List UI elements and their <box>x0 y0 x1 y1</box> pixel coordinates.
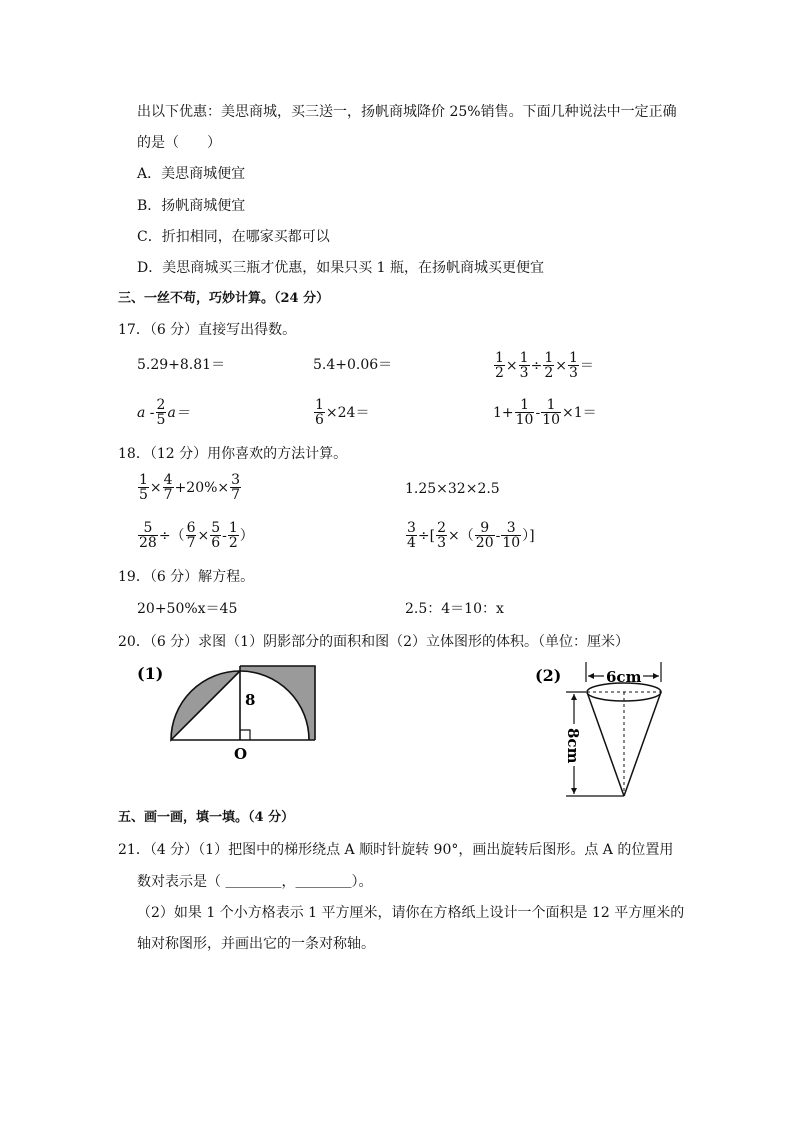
fraction: $\frac{3}{7}$ <box>231 472 241 503</box>
figure-2-height-label: 8cm <box>564 728 582 764</box>
fraction: $\frac{1}{10}$ <box>515 397 534 428</box>
q17-heading: 17．（6 分）直接写出得数。 <box>118 322 297 338</box>
cone-side-left <box>587 692 624 796</box>
fraction: $\frac{9}{20}$ <box>475 520 494 551</box>
q17-expr4: a - $\frac{2}{5}$ a＝ <box>137 397 190 428</box>
figure-1-center-label: O <box>234 745 248 763</box>
cone-side-right <box>624 692 661 796</box>
fraction: $\frac{3}{10}$ <box>502 520 521 551</box>
fraction: $\frac{4}{7}$ <box>163 472 173 503</box>
q21-line4: 轴对称图形，并画出它的一条对称轴。 <box>137 936 375 952</box>
q18-expr1: $\frac{1}{5}$ × $\frac{4}{7}$ +20%× $\frac{3}{7}$ <box>139 472 241 503</box>
fraction: $\frac{1}{10}$ <box>542 397 561 428</box>
section3-title: 三、一丝不苟，巧妙计算。（24 分） <box>118 291 330 306</box>
q21-line1: 21．（4 分）（1）把图中的梯形绕点 A 顺时针旋转 90°，画出旋转后图形。点 A 的位置用 <box>118 842 674 858</box>
q16-option-c: C．折扣相同，在哪家买都可以 <box>137 229 330 245</box>
q16-line1: 出以下优惠：美思商城，买三送一，扬帆商城降价 25%销售。下面几种说法中一定正确 <box>137 104 677 120</box>
fraction: $\frac{1}{3}$ <box>568 350 578 381</box>
q21-line2: 数对表示是（ ＿＿＿＿，＿＿＿＿）。 <box>137 874 373 890</box>
q21-line3: （2）如果 1 个小方格表示 1 平方厘米，请你在方格纸上设计一个面积是 12 平方厘米的 <box>137 905 685 921</box>
q18-expr4: $\frac{3}{4}$ ÷[ $\frac{2}{3}$ ×（ $\frac{9}{20}$ - $\frac{3}{10}$ ）] <box>407 520 535 551</box>
fraction: $\frac{5}{28}$ <box>139 520 157 551</box>
fraction: $\frac{6}{7}$ <box>186 520 196 551</box>
arrow-down-icon <box>571 788 577 794</box>
q19-equation1: 20+50%x＝45 <box>137 601 238 617</box>
fraction: $\frac{2}{5}$ <box>156 397 166 428</box>
q17-expr5: $\frac{1}{6}$ ×24＝ <box>315 397 370 428</box>
q18-heading: 18．（12 分）用你喜欢的方法计算。 <box>118 446 348 462</box>
figure-1-label: (1) <box>137 664 164 683</box>
q16-option-b: B．扬帆商城便宜 <box>137 198 246 214</box>
fraction: $\frac{1}{5}$ <box>139 472 148 503</box>
q18-expr3: $\frac{5}{28}$ ÷（ $\frac{6}{7}$ × $\frac{5}{6}$ - $\frac{1}{2}$ ） <box>139 520 254 551</box>
figure-1-semicircle <box>125 655 335 790</box>
shaded-segment-left <box>171 671 240 740</box>
figure-1-height-label: 8 <box>245 691 256 709</box>
q20-heading: 20．（6 分）求图（1）阴影部分的面积和图（2）立体图形的体积。（单位：厘米） <box>118 634 629 650</box>
q19-heading: 19．（6 分）解方程。 <box>118 569 255 585</box>
fraction: $\frac{3}{4}$ <box>407 520 416 551</box>
figure-2-label: (2) <box>535 666 562 685</box>
q17-expr3: $\frac{1}{2}$ × $\frac{1}{3}$ ÷ $\frac{1}{2}$ × $\frac{1}{3}$ ＝ <box>495 350 594 381</box>
arrow-right-icon <box>653 673 659 679</box>
q19-equation2: 2.5：4＝10：x <box>405 601 504 617</box>
q16-option-a: A．美思商城便宜 <box>137 166 246 182</box>
q17-expr6: 1+ $\frac{1}{10}$ - $\frac{1}{10}$ ×1＝ <box>493 397 597 428</box>
q16-option-d: D．美思商城买三瓶才优惠，如果只买 1 瓶，在扬帆商城买更便宜 <box>137 260 545 276</box>
fraction: $\frac{1}{2}$ <box>228 520 238 551</box>
fraction: $\frac{1}{3}$ <box>519 350 529 381</box>
arrow-left-icon <box>588 673 594 679</box>
q17-expr2: 5.4+0.06＝ <box>313 357 393 373</box>
q18-expr2: 1.25×32×2.5 <box>405 481 500 497</box>
right-angle-mark <box>240 730 250 740</box>
fraction: $\frac{1}{2}$ <box>544 350 554 381</box>
fraction: $\frac{2}{3}$ <box>437 520 447 551</box>
q17-expr1: 5.29+8.81＝ <box>137 357 226 373</box>
arrow-up-icon <box>571 694 577 700</box>
fraction: $\frac{1}{2}$ <box>495 350 504 381</box>
fraction: $\frac{1}{6}$ <box>315 397 324 428</box>
figure-2-cone <box>530 658 670 803</box>
q16-line2: 的是（ ） <box>137 135 221 151</box>
fraction: $\frac{5}{6}$ <box>211 520 221 551</box>
figure-2-diameter-label: 6cm <box>606 668 642 686</box>
section5-title: 五、画一画，填一填。（4 分） <box>118 810 295 825</box>
